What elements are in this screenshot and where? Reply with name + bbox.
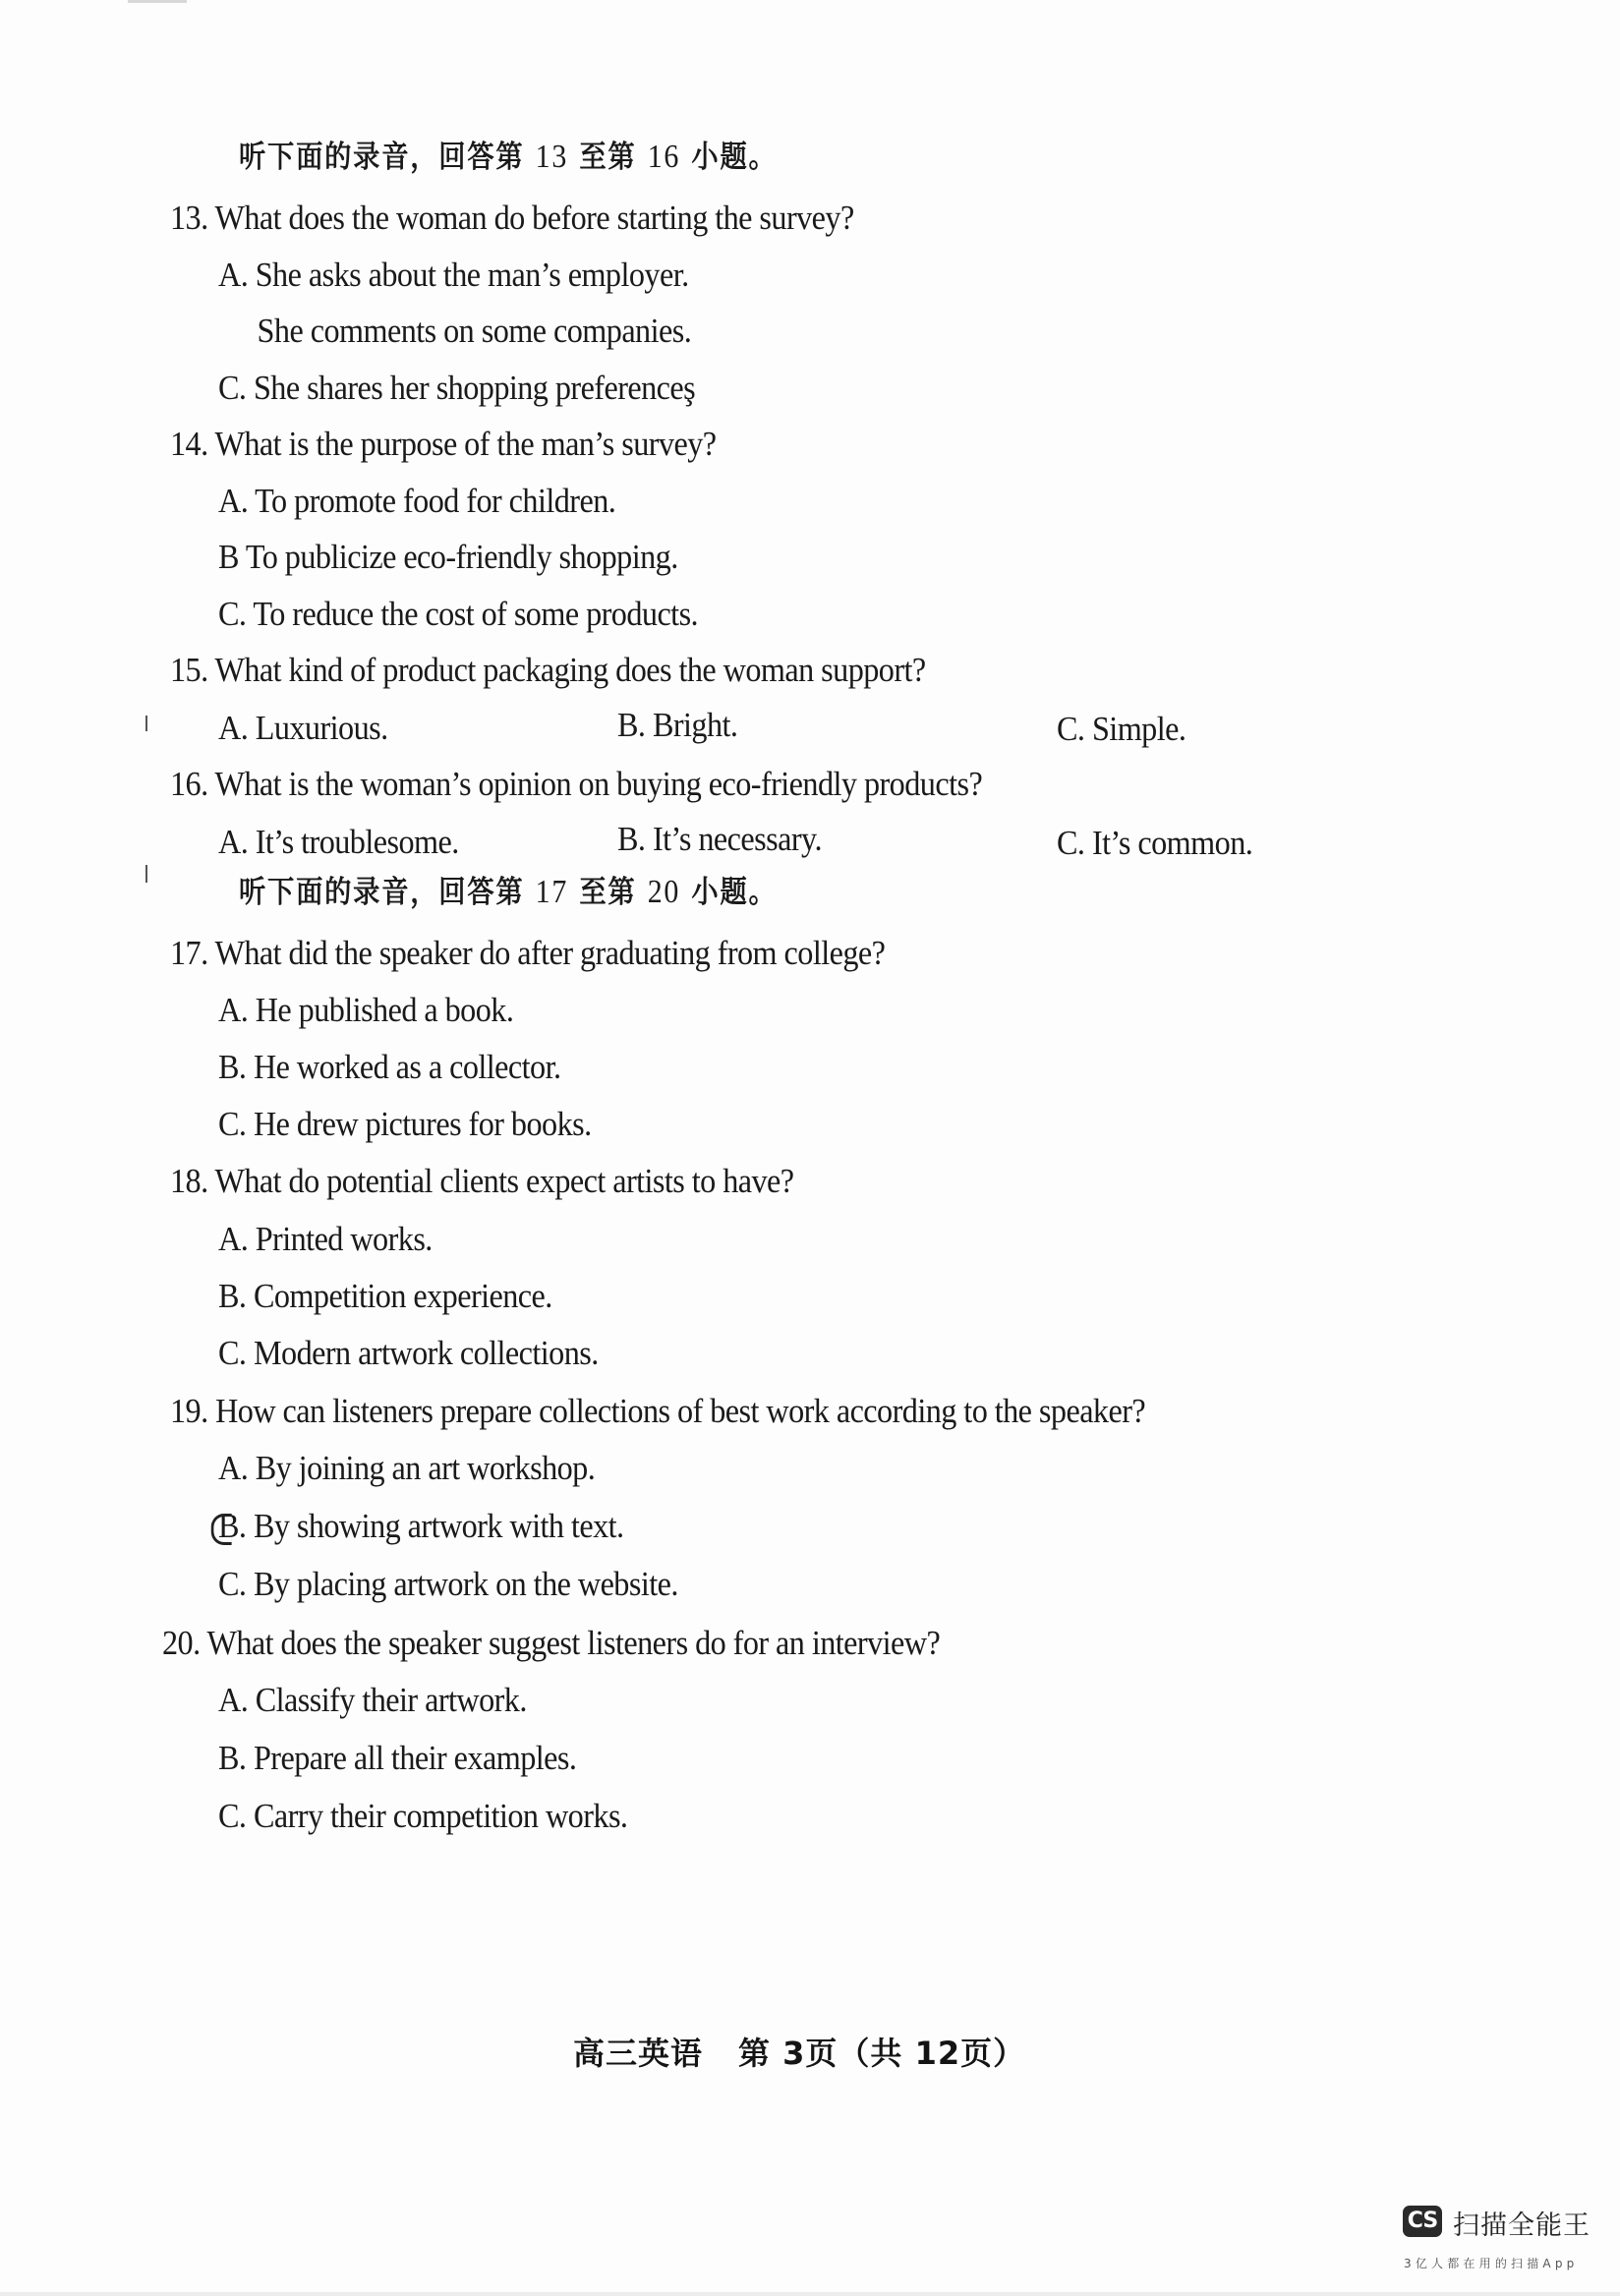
option: C. Modern artwork collections. [218,1334,599,1372]
option: B. Bright. [617,706,738,744]
question-15: 15. What kind of product packaging does the woman support? [170,651,926,689]
answer-mark: B. [218,1507,247,1545]
option: C. It’s common. [1057,824,1253,862]
scan-stray-mark [145,716,147,731]
scan-bottom-edge [0,2292,1620,2296]
option: C. Carry their competition works. [218,1797,628,1835]
page-footer: 高三英语 第 3页（共 12页） [573,2035,1026,2072]
option: B. It’s necessary. [617,820,822,858]
question-16: 16. What is the woman’s opinion on buying eco-friendly products? [170,765,983,803]
option: A. By joining an art workshop. [218,1449,596,1487]
option: A. Classify their artwork. [218,1681,527,1719]
section-instruction: 听下面的录音，回答第 13 至第 16 小题。 [239,139,778,175]
question-13: 13. What does the woman do before starting the survey? [170,199,854,237]
option: A. It’s troublesome. [218,823,459,861]
option: B. He worked as a collector. [218,1048,561,1086]
option: A. To promote food for children. [218,482,616,520]
option: C. Simple. [1057,710,1186,748]
section-instruction: 听下面的录音，回答第 17 至第 20 小题。 [239,874,778,910]
question-17: 17. What did the speaker do after graduating from college? [170,934,886,972]
option: B. Prepare all their examples. [218,1739,577,1777]
watermark-tagline: 3亿人都在用的扫描App [1404,2257,1579,2270]
option: A. Luxurious. [218,709,388,747]
watermark-name: 扫描全能王 [1453,2210,1591,2241]
question-18: 18. What do potential clients expect artists to have? [170,1162,794,1200]
option-marked: B. By showing artwork with text. [218,1507,624,1545]
question-19: 19. How can listeners prepare collections of best work according to the speaker? [170,1392,1146,1430]
option: She comments on some companies. [257,312,692,350]
option: A. She asks about the man’s employer. [218,256,689,294]
option: C. She shares her shopping preferenceş [218,369,696,407]
scan-stray-mark [145,865,147,883]
question-14: 14. What is the purpose of the man’s survey? [170,425,717,463]
option: C. He drew pictures for books. [218,1105,592,1143]
option: B To publicize eco-friendly shopping. [218,538,678,576]
option: C. By placing artwork on the website. [218,1565,678,1603]
option: B. Competition experience. [218,1277,552,1315]
camscanner-logo-icon: CS [1403,2206,1442,2237]
option: C. To reduce the cost of some products. [218,595,699,633]
question-20: 20. What does the speaker suggest listeners do for an interview? [162,1624,941,1662]
option: A. Printed works. [218,1220,433,1258]
scan-edge-mark [128,0,187,3]
option: A. He published a book. [218,991,514,1029]
